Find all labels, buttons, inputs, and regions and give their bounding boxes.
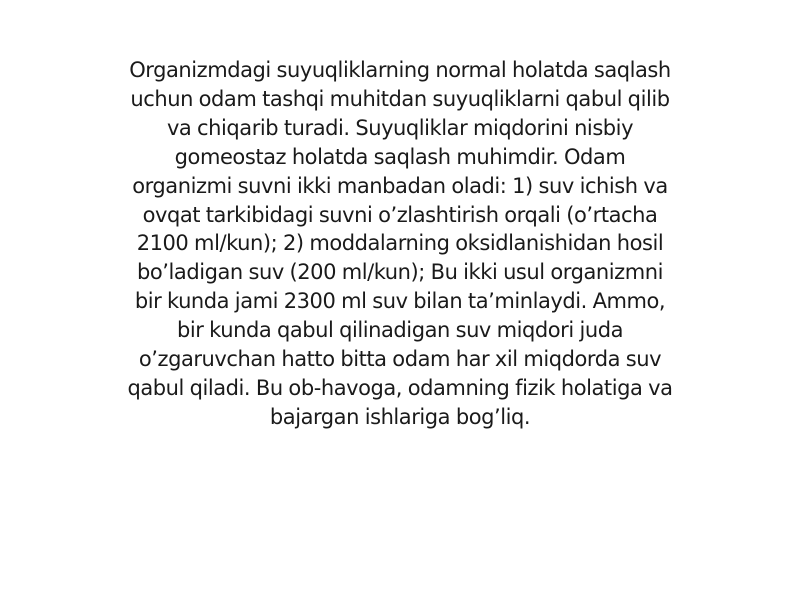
- text-line-11: o’zgaruvchan hatto bitta odam har xil miqdorda suv: [138, 347, 662, 372]
- text-line-12: qabul qiladi. Bu ob-havoga, odamning fizik holatiga va: [127, 375, 673, 400]
- text-line-3: va chiqarib turadi. Suyuqliklar miqdorini nisbiy: [166, 115, 634, 140]
- body-paragraph: [100, 56, 700, 432]
- text-line-9: bir kunda jami 2300 ml suv bilan ta’minlaydi. Ammo,: [134, 289, 666, 314]
- text-line-6: ovqat tarkibidagi suvni o’zlashtirish orqali (o’rtacha: [142, 202, 658, 227]
- text-line-8: bo’ladigan suv (200 ml/kun); Bu ikki usul organizmni: [137, 260, 663, 285]
- text-line-10: bir kunda qabul qilinadigan suv miqdori juda: [176, 318, 624, 343]
- text-line-4: gomeostaz holatda saqlash muhimdir. Odam: [174, 144, 626, 169]
- text-line-2: uchun odam tashqi muhitdan suyuqliklarni qabul qilib: [130, 86, 670, 111]
- text-line-13: bajargan ishlariga bog’liq.: [269, 404, 531, 429]
- text-line-1: Organizmdagi suyuqliklarning normal holatda saqlash: [129, 58, 671, 82]
- text-line-5: organizmi suvni ikki manbadan oladi: 1) suv ichish va: [132, 173, 668, 198]
- text-line-7: 2100 ml/kun); 2) moddalarning oksidlanishidan hosil: [136, 231, 664, 256]
